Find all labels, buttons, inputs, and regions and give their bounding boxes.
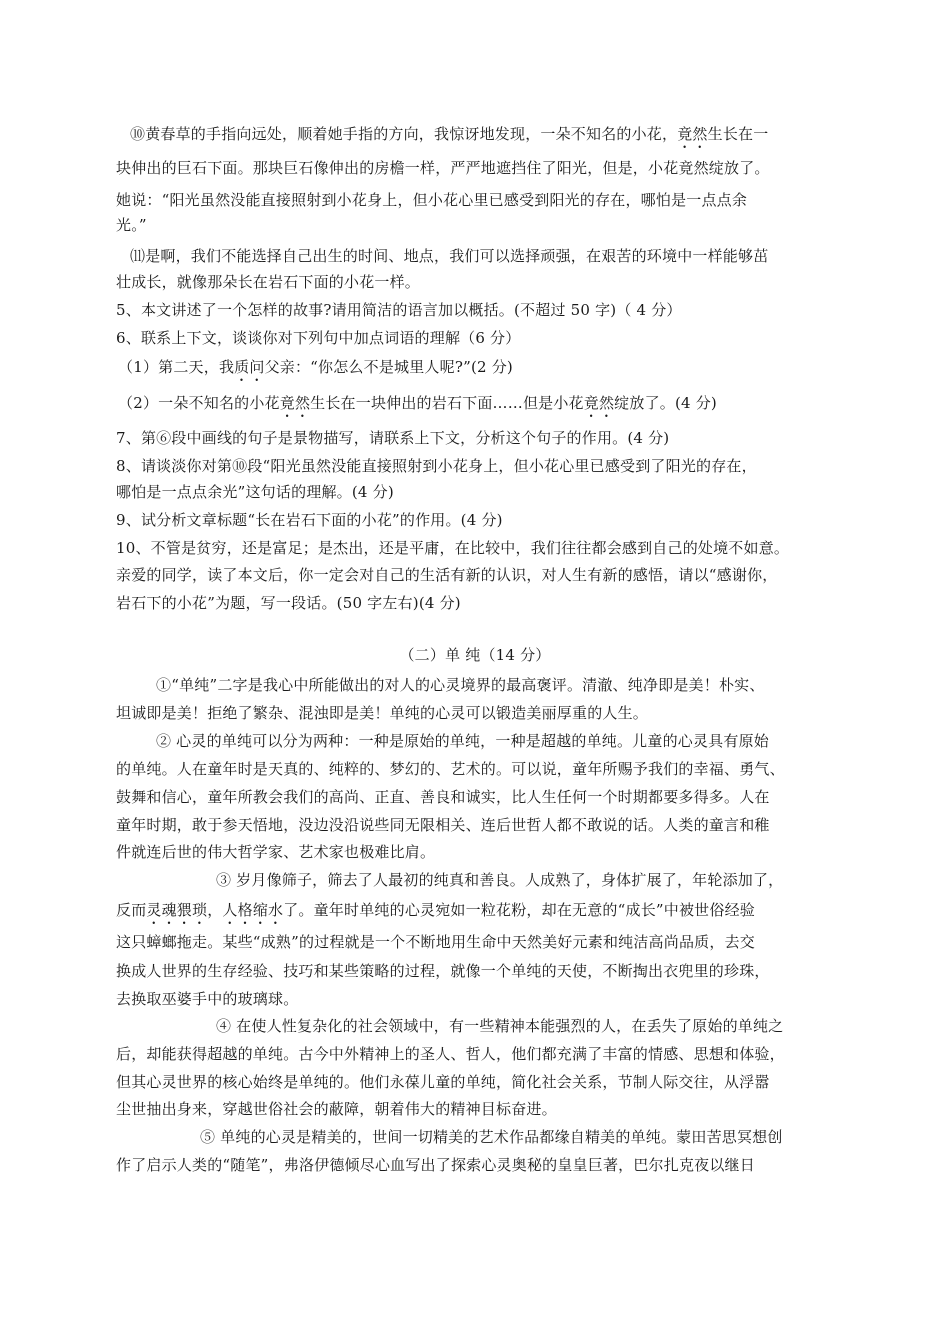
- story2-p2-line-4: 童年时期，敢于参天悟地，没边没沿说些同无限相关、连后世哲人都不敢说的话。人类的童言和稚: [116, 816, 770, 834]
- dotted-word: 质问: [234, 358, 265, 376]
- story2-p2-line-5: 件就连后世的伟大哲学家、艺术家也极难比肩。: [116, 843, 436, 861]
- dotted-word: 竟然: [677, 125, 708, 143]
- story2-p2-line-2: 的单纯。人在童年时是天真的、纯粹的、梦幻的、艺术的。可以说，童年所赐予我们的幸福、勇气、: [116, 760, 785, 778]
- question-10-line-3: 岩石下的小花”为题，写一段话。(50 字左右)(4 分): [116, 594, 461, 612]
- paragraph-10-line-4: 光。”: [116, 216, 147, 234]
- story2-p3-line-2: 反而灵魂猥琐，人格缩水了。童年时单纯的心灵宛如一粒花粉，却在无意的“成长”中被世俗经验: [116, 901, 755, 919]
- story2-p3-line-5: 去换取巫婆手中的玻璃球。: [116, 990, 299, 1008]
- story2-p3-line-4: 换成人世界的生存经验、技巧和某些策略的过程，就像一个单纯的天使，不断掏出衣兜里的珍珠，: [116, 962, 770, 980]
- dotted-word: 灵魂猥琐: [146, 901, 208, 919]
- paragraph-10-line-3: 她说：“阳光虽然没能直接照射到小花身上，但小花心里已感受到阳光的存在，哪怕是一点点余: [116, 191, 748, 209]
- story2-p5-line-2: 作了启示人类的“随笔”，弗洛伊德倾尽心血写出了探索心灵奥秘的皇皇巨著，巴尔扎克夜以继日: [116, 1156, 755, 1174]
- dotted-word: 人格缩水: [222, 901, 284, 919]
- question-10-line-1: 10、不管是贫穷，还是富足；是杰出，还是平庸，在比较中，我们往往都会感到自己的处境不如意。: [116, 539, 790, 557]
- story2-p3-line-1: ③ 岁月像筛子，筛去了人最初的纯真和善良。人成熟了，身体扩展了，年轮添加了，: [216, 871, 784, 889]
- story2-p2-line-1: ② 心灵的单纯可以分为两种：一种是原始的单纯，一种是超越的单纯。儿童的心灵具有原始: [156, 732, 769, 750]
- question-6-2: （2）一朵不知名的小花竟然生长在一块伸出的岩石下面……但是小花竟然绽放了。(4 分): [118, 394, 717, 412]
- story2-p3-line-3: 这只蟑螂拖走。某些“成熟”的过程就是一个不断地用生命中天然美好元素和纯洁高尚品质，去交: [116, 933, 755, 951]
- paragraph-10-line-2: 块伸出的巨石下面。那块巨石像伸出的房檐一样，严严地遮挡住了阳光，但是，小花竟然绽放了。: [116, 159, 770, 177]
- story2-p4-line-4: 尘世抽出身来，穿越世俗社会的蔽障，朝着伟大的精神目标奋进。: [116, 1100, 557, 1118]
- story2-p5-line-1: ⑤ 单纯的心灵是精美的，世间一切精美的艺术作品都缘自精美的单纯。蒙田苦思冥想创: [200, 1128, 783, 1146]
- paragraph-11-line-1: ⑾是啊，我们不能选择自己出生的时间、地点，我们可以选择顽强，在艰苦的环境中一样能够茁: [130, 247, 769, 265]
- story2-p1-line-1: ①“单纯”二字是我心中所能做出的对人的心灵境界的最高褒评。清澈、纯净即是美！朴实、: [156, 676, 765, 694]
- question-9: 9、试分析文章标题“长在岩石下面的小花”的作用。(4 分): [116, 511, 503, 529]
- question-6-1: （1）第二天，我质问父亲：“你怎么不是城里人呢?”(2 分): [118, 358, 513, 376]
- question-7: 7、第⑥段中画线的句子是景物描写，请联系上下文，分析这个句子的作用。(4 分): [116, 429, 670, 447]
- story2-p4-line-2: 后，却能获得超越的单纯。古今中外精神上的圣人、哲人，他们都充满了丰富的情感、思想和体验，: [116, 1045, 785, 1063]
- paragraph-10-line-1: ⑩黄春草的手指向远处，顺着她手指的方向，我惊讶地发现，一朵不知名的小花，竟然生长在一: [130, 125, 769, 143]
- question-6: 6、联系上下文，谈谈你对下列句中加点词语的理解（6 分）: [116, 329, 521, 347]
- question-8-line-2: 哪怕是一点点余光”这句话的理解。(4 分): [116, 483, 394, 501]
- dotted-word: 竟然: [279, 394, 311, 412]
- story2-p1-line-2: 坦诚即是美！拒绝了繁杂、混浊即是美！单纯的心灵可以锻造美丽厚重的人生。: [116, 704, 649, 722]
- story2-p4-line-3: 但其心灵世界的核心始终是单纯的。他们永葆儿童的单纯，简化社会关系，节制人际交往，从浮嚣: [116, 1073, 770, 1091]
- story2-p4-line-1: ④ 在使人性复杂化的社会领域中，有一些精神本能强烈的人，在丢失了原始的单纯之: [216, 1017, 784, 1035]
- question-10-line-2: 亲爱的同学，读了本文后，你一定会对自己的生活有新的认识，对人生有新的感悟，请以“感谢你，: [116, 566, 778, 584]
- question-8-line-1: 8、请谈淡你对第⑩段“阳光虽然没能直接照射到小花身上，但小花心里已感受到了阳光的存在，: [116, 457, 757, 475]
- question-5: 5、本文讲述了一个怎样的故事?请用简洁的语言加以概括。(不超过 50 字)（ 4 分）: [116, 301, 682, 319]
- dotted-word: 竟然: [583, 394, 615, 412]
- section-title: （二）单 纯（14 分）: [399, 646, 551, 664]
- story2-p2-line-3: 鼓舞和信心，童年所教会我们的高尚、正直、善良和诚实，比人生任何一个时期都要多得多。人在: [116, 788, 770, 806]
- paragraph-11-line-2: 壮成长，就像那朵长在岩石下面的小花一样。: [116, 273, 421, 291]
